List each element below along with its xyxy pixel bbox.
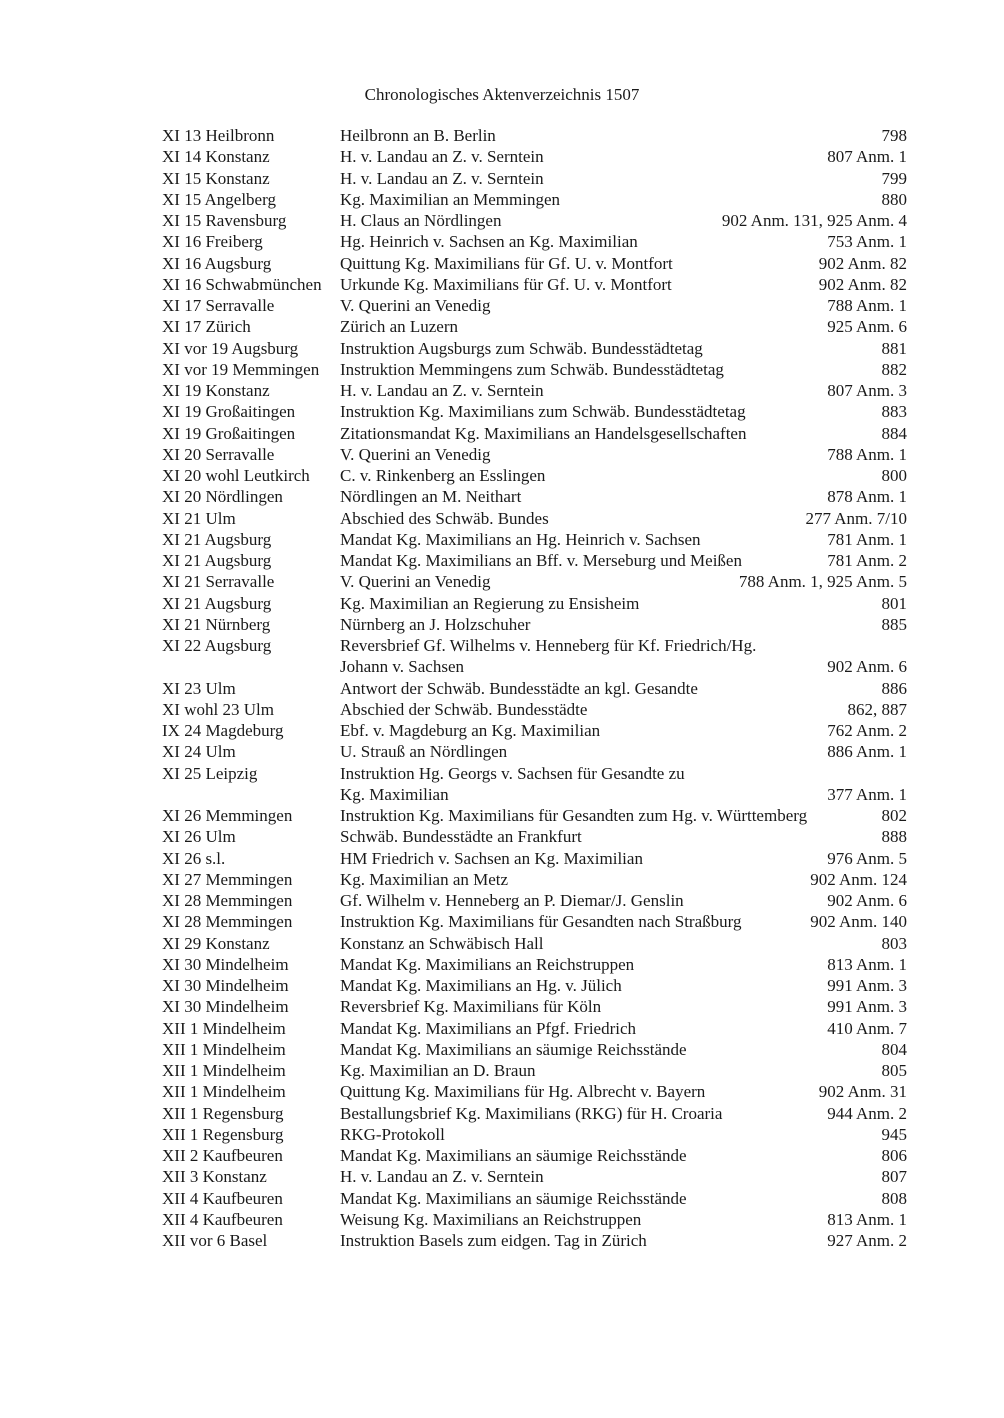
entry-description: C. v. Rinkenberg an Esslingen — [340, 466, 546, 485]
entry-reference: 925 Anm. 6 — [827, 317, 907, 337]
entry-date-place: XII 1 Regensburg — [162, 1103, 284, 1123]
entry-description: Ebf. v. Magdeburg an Kg. Maximilian — [340, 721, 601, 740]
entry-description: H. Claus an Nördlingen — [340, 211, 502, 230]
entry-description: Konstanz an Schwäbisch Hall — [340, 933, 544, 953]
entry-date-place: XI 16 Augsburg — [162, 253, 272, 273]
entry-description — [340, 763, 685, 806]
entry-description: Instruktion Kg. Maximilians zum Schwäb. Bundesstädtetag — [340, 402, 746, 422]
entry-row — [162, 571, 907, 592]
entry-row — [162, 125, 907, 146]
entry-description: Instruktion Kg. Maximilians für Gesandten zum Hg. v. Württemberg — [340, 806, 808, 825]
entry-row — [162, 763, 907, 806]
entry-date-place: XI 15 Konstanz — [162, 168, 270, 188]
entry-row — [162, 1124, 907, 1145]
entry-row — [162, 593, 907, 614]
entry-reference: 976 Anm. 5 — [827, 848, 907, 868]
entry-date-place: XI 13 Heilbronn — [162, 126, 275, 145]
entry-row — [162, 826, 907, 847]
entry-date-place: XI 19 Großaitingen — [162, 423, 296, 443]
entry-description: H. v. Landau an Z. v. Serntein — [340, 147, 544, 167]
entry-row — [162, 465, 907, 486]
entry-description: Antwort der Schwäb. Bundesstädte an kgl. Gesandte — [340, 678, 698, 698]
entry-reference: 800 — [881, 466, 907, 485]
entry-row — [162, 1081, 907, 1102]
entry-reference: 277 Anm. 7/10 — [805, 508, 907, 528]
entry-reference: 803 — [881, 933, 907, 953]
entry-date-place: XII 1 Mindelheim — [162, 1061, 286, 1080]
entry-description: V. Querini an Venedig — [340, 296, 491, 315]
entry-date-place: XI 26 Memmingen — [162, 806, 293, 825]
entry-row — [162, 805, 907, 826]
entry-date-place: XI 22 Augsburg — [162, 636, 272, 655]
entry-description: Abschied des Schwäb. Bundes — [340, 508, 549, 528]
entry-date-place: XI vor 19 Memmingen — [162, 359, 320, 379]
entry-reference: 883 — [881, 402, 907, 422]
entry-date-place: XII 4 Kaufbeuren — [162, 1188, 283, 1208]
entry-row — [162, 614, 907, 635]
entry-description: Instruktion Basels zum eidgen. Tag in Zürich — [340, 1231, 647, 1250]
entry-reference: 806 — [881, 1146, 907, 1165]
entry-description: Mandat Kg. Maximilians an Hg. v. Jülich — [340, 976, 622, 995]
entry-description: Quittung Kg. Maximilians für Gf. U. v. Montfort — [340, 253, 673, 273]
entry-row — [162, 911, 907, 932]
entry-date-place: XI 30 Mindelheim — [162, 997, 289, 1017]
entry-reference: 888 — [881, 827, 907, 847]
entry-row — [162, 1039, 907, 1060]
entry-row — [162, 146, 907, 167]
entry-description: Gf. Wilhelm v. Henneberg an P. Diemar/J. Genslin — [340, 891, 684, 910]
entry-reference: 781 Anm. 1 — [827, 529, 907, 549]
entry-date-place: IX 24 Magdeburg — [162, 721, 284, 740]
entry-date-place: XI 24 Ulm — [162, 742, 236, 762]
entry-reference: 788 Anm. 1 — [827, 444, 907, 464]
entry-row — [162, 996, 907, 1017]
entry-description: Reversbrief Kg. Maximilians für Köln — [340, 997, 602, 1017]
entry-description: Mandat Kg. Maximilians an Reichstruppen — [340, 954, 635, 974]
entry-row — [162, 550, 907, 571]
entry-date-place: XII 1 Regensburg — [162, 1124, 284, 1144]
entry-row — [162, 529, 907, 550]
entry-row — [162, 890, 907, 911]
entry-description: RKG-Protokoll — [340, 1124, 445, 1144]
entry-row — [162, 359, 907, 380]
entry-date-place: XI 19 Großaitingen — [162, 402, 296, 422]
entry-reference: 884 — [881, 423, 907, 443]
entry-row — [162, 295, 907, 316]
entry-list — [162, 125, 907, 1251]
entry-date-place: XII 2 Kaufbeuren — [162, 1146, 283, 1165]
entry-date-place: XI 28 Memmingen — [162, 912, 293, 932]
entry-description: Mandat Kg. Maximilians an Bff. v. Merseburg und Meißen — [340, 551, 742, 570]
entry-description: Urkunde Kg. Maximilians für Gf. U. v. Montfort — [340, 274, 672, 294]
entry-date-place: XI 15 Angelberg — [162, 189, 276, 209]
entry-description: Instruktion Augsburgs zum Schwäb. Bundesstädtetag — [340, 338, 703, 358]
entry-row — [162, 869, 907, 890]
entry-date-place: XI vor 19 Augsburg — [162, 338, 299, 358]
entry-reference: 807 Anm. 1 — [827, 147, 907, 167]
entry-reference: 762 Anm. 2 — [827, 721, 907, 740]
entry-date-place: XI 16 Schwabmünchen — [162, 274, 322, 294]
entry-description: Kg. Maximilian an Metz — [340, 869, 509, 889]
entry-date-place: XI 16 Freiberg — [162, 232, 263, 252]
entry-date-place: XI 21 Serravalle — [162, 572, 275, 592]
entry-reference: 945 — [881, 1124, 907, 1144]
entry-reference: 808 — [881, 1188, 907, 1208]
entry-date-place: XI 29 Konstanz — [162, 933, 270, 953]
entry-row — [162, 1103, 907, 1124]
entry-date-place: XI 20 Nördlingen — [162, 487, 283, 507]
entry-reference: 813 Anm. 1 — [827, 954, 907, 974]
entry-description: H. v. Landau an Z. v. Serntein — [340, 381, 544, 400]
entry-reference: 788 Anm. 1 — [827, 296, 907, 315]
entry-date-place: XI 20 Serravalle — [162, 444, 275, 464]
entry-row — [162, 1209, 907, 1230]
entry-reference: 886 Anm. 1 — [827, 742, 907, 762]
entry-description: Zürich an Luzern — [340, 317, 458, 337]
entry-row — [162, 1166, 907, 1187]
entry-date-place: XI 17 Zürich — [162, 317, 251, 337]
entry-date-place: XI 19 Konstanz — [162, 381, 270, 400]
entry-description: Instruktion Kg. Maximilians für Gesandten nach Straßburg — [340, 912, 742, 932]
entry-reference: 377 Anm. 1 — [827, 784, 907, 804]
entry-reference: 862, 887 — [847, 699, 907, 719]
entry-date-place: XI 20 wohl Leutkirch — [162, 466, 310, 485]
entry-date-place: XI 27 Memmingen — [162, 869, 293, 889]
entry-description: Instruktion Memmingens zum Schwäb. Bundesstädtetag — [340, 359, 724, 379]
entry-reference: 991 Anm. 3 — [827, 997, 907, 1017]
entry-description — [340, 635, 756, 678]
entry-description: Mandat Kg. Maximilians an Hg. Heinrich v. Sachsen — [340, 529, 701, 549]
entry-description: Abschied der Schwäb. Bundesstädte — [340, 699, 588, 719]
entry-description-line: Instruktion Hg. Georgs v. Sachsen für Gesandte zu — [340, 763, 685, 783]
entry-row — [162, 1145, 907, 1166]
entry-description: Mandat Kg. Maximilians an Pfgf. Friedrich — [340, 1018, 637, 1038]
entry-date-place: XII 1 Mindelheim — [162, 1082, 286, 1102]
entry-date-place: XI 30 Mindelheim — [162, 954, 289, 974]
entry-date-place: XI 26 s.l. — [162, 848, 226, 868]
entry-description: Kg. Maximilian an D. Braun — [340, 1061, 536, 1080]
entry-row — [162, 954, 907, 975]
entry-description-line: Reversbrief Gf. Wilhelms v. Henneberg für Kf. Friedrich/Hg. — [340, 636, 757, 655]
entry-row — [162, 1230, 907, 1251]
entry-reference: 802 — [881, 806, 907, 825]
entry-reference: 753 Anm. 1 — [827, 232, 907, 252]
entry-row — [162, 401, 907, 422]
entry-date-place: XI 21 Augsburg — [162, 593, 272, 613]
entry-reference: 881 — [881, 338, 907, 358]
entry-date-place: XII 1 Mindelheim — [162, 1039, 286, 1059]
entry-description: Nürnberg an J. Holzschuher — [340, 614, 531, 634]
entry-reference: 807 — [881, 1167, 907, 1187]
entry-description: Schwäb. Bundesstädte an Frankfurt — [340, 827, 582, 847]
entry-row — [162, 848, 907, 869]
entry-reference: 902 Anm. 140 — [810, 912, 907, 932]
entry-row — [162, 975, 907, 996]
entry-row — [162, 253, 907, 274]
entry-row — [162, 423, 907, 444]
entry-date-place: XI wohl 23 Ulm — [162, 699, 274, 719]
entry-description-line: Johann v. Sachsen — [340, 657, 465, 677]
entry-description: H. v. Landau an Z. v. Serntein — [340, 1167, 544, 1187]
entry-reference: 885 — [881, 614, 907, 634]
entry-row — [162, 316, 907, 337]
entry-reference: 902 Anm. 6 — [827, 657, 907, 677]
entry-date-place: XII vor 6 Basel — [162, 1231, 268, 1250]
entry-description: HM Friedrich v. Sachsen an Kg. Maximilian — [340, 848, 643, 868]
entry-row — [162, 168, 907, 189]
entry-reference: 878 Anm. 1 — [827, 487, 907, 507]
entry-reference: 788 Anm. 1, 925 Anm. 5 — [738, 572, 907, 592]
entry-row — [162, 231, 907, 252]
entry-date-place: XI 25 Leipzig — [162, 763, 258, 783]
entry-description: Hg. Heinrich v. Sachsen an Kg. Maximilian — [340, 232, 638, 252]
entry-description: V. Querini an Venedig — [340, 444, 491, 464]
entry-reference: 991 Anm. 3 — [827, 976, 907, 995]
entry-date-place: XII 4 Kaufbeuren — [162, 1209, 283, 1229]
entry-date-place: XI 21 Ulm — [162, 508, 236, 528]
entry-reference: 801 — [881, 593, 907, 613]
entry-reference: 902 Anm. 131, 925 Anm. 4 — [721, 211, 907, 230]
entry-reference: 902 Anm. 6 — [827, 891, 907, 910]
entry-date-place: XI 15 Ravensburg — [162, 211, 287, 230]
entry-date-place: XII 3 Konstanz — [162, 1167, 267, 1187]
entry-row — [162, 338, 907, 359]
entry-description: Heilbronn an B. Berlin — [340, 126, 496, 145]
entry-reference: 410 Anm. 7 — [827, 1018, 907, 1038]
entry-row — [162, 1060, 907, 1081]
entry-reference: 902 Anm. 31 — [818, 1082, 907, 1102]
entry-date-place: XI 21 Nürnberg — [162, 614, 271, 634]
entry-reference: 882 — [881, 359, 907, 379]
entry-description: Bestallungsbrief Kg. Maximilians (RKG) für H. Croaria — [340, 1103, 723, 1123]
entry-reference: 807 Anm. 3 — [827, 381, 907, 400]
entry-description: Zitationsmandat Kg. Maximilians an Handelsgesellschaften — [340, 423, 747, 443]
entry-reference: 799 — [881, 168, 907, 188]
entry-row — [162, 699, 907, 720]
entry-row — [162, 741, 907, 762]
entry-row — [162, 1018, 907, 1039]
entry-reference: 805 — [881, 1061, 907, 1080]
entry-date-place: XI 26 Ulm — [162, 827, 236, 847]
entry-reference: 944 Anm. 2 — [827, 1103, 907, 1123]
entry-reference: 902 Anm. 82 — [818, 253, 907, 273]
entry-description: U. Strauß an Nördlingen — [340, 742, 508, 762]
entry-row — [162, 720, 907, 741]
entry-description: Quittung Kg. Maximilians für Hg. Albrecht v. Bayern — [340, 1082, 706, 1102]
entry-row — [162, 678, 907, 699]
entry-row — [162, 274, 907, 295]
entry-row — [162, 210, 907, 231]
entry-row — [162, 444, 907, 465]
entry-reference: 804 — [881, 1039, 907, 1059]
entry-reference: 880 — [881, 189, 907, 209]
entry-reference: 886 — [881, 678, 907, 698]
entry-date-place: XI 14 Konstanz — [162, 147, 270, 167]
entry-description: V. Querini an Venedig — [340, 572, 491, 592]
entry-date-place: XI 21 Augsburg — [162, 551, 272, 570]
entry-row — [162, 635, 907, 678]
entry-row — [162, 508, 907, 529]
entry-description: Mandat Kg. Maximilians an säumige Reichsstände — [340, 1188, 687, 1208]
entry-description: Weisung Kg. Maximilians an Reichstruppen — [340, 1209, 642, 1229]
entry-reference: 927 Anm. 2 — [827, 1231, 907, 1250]
entry-date-place: XI 28 Memmingen — [162, 891, 293, 910]
entry-description: Kg. Maximilian an Regierung zu Ensisheim — [340, 593, 640, 613]
entry-reference: 902 Anm. 124 — [810, 869, 907, 889]
entry-row — [162, 189, 907, 210]
entry-description: Kg. Maximilian an Memmingen — [340, 189, 561, 209]
entry-description: H. v. Landau an Z. v. Serntein — [340, 168, 544, 188]
entry-row — [162, 486, 907, 507]
entry-description-line: Kg. Maximilian — [340, 784, 449, 804]
entry-date-place: XI 30 Mindelheim — [162, 976, 289, 995]
entry-description: Nördlingen an M. Neithart — [340, 487, 522, 507]
entry-reference: 902 Anm. 82 — [818, 274, 907, 294]
entry-date-place: XII 1 Mindelheim — [162, 1018, 286, 1038]
entry-row — [162, 1188, 907, 1209]
entry-date-place: XI 21 Augsburg — [162, 529, 272, 549]
entry-reference: 798 — [881, 126, 907, 145]
entry-description: Mandat Kg. Maximilians an säumige Reichsstände — [340, 1146, 687, 1165]
entry-date-place: XI 23 Ulm — [162, 678, 236, 698]
entry-row — [162, 380, 907, 401]
entry-reference: 781 Anm. 2 — [827, 551, 907, 570]
entry-row — [162, 933, 907, 954]
page-header: Chronologisches Aktenverzeichnis 1507 — [364, 85, 640, 104]
entry-description: Mandat Kg. Maximilians an säumige Reichsstände — [340, 1039, 687, 1059]
entry-date-place: XI 17 Serravalle — [162, 296, 275, 315]
entry-reference: 813 Anm. 1 — [827, 1209, 907, 1229]
